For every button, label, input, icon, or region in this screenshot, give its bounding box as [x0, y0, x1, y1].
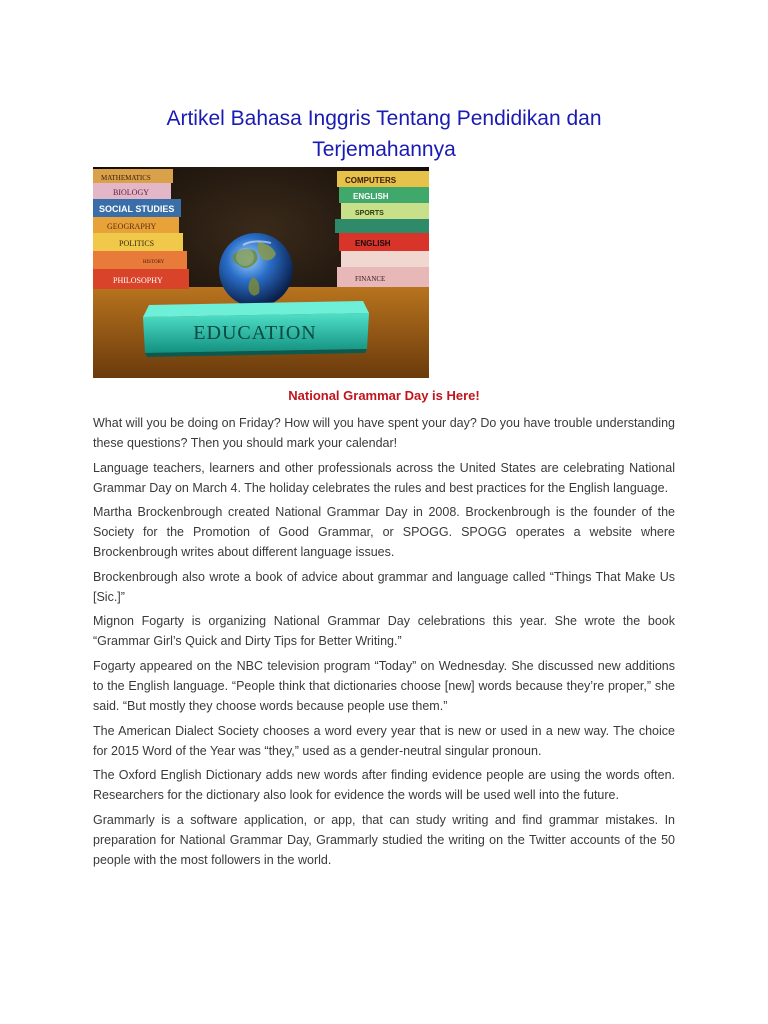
- paragraph: Martha Brockenbrough created National Grammar Day in 2008. Brockenbrough is the founder of the Society for the Promotion of Good Grammar, or SPOGG. SPOGG operates a website where Brockenbrough writes about different language issues.: [93, 505, 675, 560]
- education-book-label: EDUCATION: [193, 322, 317, 344]
- book-label: GEOGRAPHY: [107, 222, 157, 231]
- paragraph: The Oxford English Dictionary adds new words after finding evidence people are using the words often. Researchers for the dictionary also look for evidence the words will be used well into the future.: [93, 768, 675, 803]
- book-label: COMPUTERS: [345, 176, 397, 185]
- title-line-2: Terjemahannya: [312, 138, 456, 161]
- book-label: PHILOSOPHY: [113, 276, 163, 285]
- globe: [219, 233, 293, 307]
- book-label: MATHEMATICS: [101, 174, 151, 182]
- paragraph: What will you be doing on Friday? How will you have spent your day? Do you have trouble understanding these questions? Then you should mark your calendar!: [93, 416, 675, 450]
- book-label: SPORTS: [355, 210, 384, 217]
- book-label: ENGLISH: [353, 192, 389, 201]
- paragraph: Language teachers, learners and other professionals across the United States are celebrating National Grammar Day on March 4. The holiday celebrates the rules and best practices for the English language.: [93, 460, 675, 495]
- article-subheading: National Grammar Day is Here!: [288, 388, 480, 403]
- book-label: ENGLISH: [355, 239, 391, 248]
- right-book-stack: [335, 171, 429, 287]
- book-label: HISTORY: [143, 260, 165, 265]
- book-label: FINANCE: [355, 275, 386, 283]
- book-label: BIOLOGY: [113, 188, 149, 197]
- education-illustration: [93, 167, 429, 378]
- book-label: POLITICS: [119, 239, 155, 248]
- book-label: SOCIAL STUDIES: [99, 204, 175, 214]
- paragraph: Fogarty appeared on the NBC television program “Today” on Wednesday. She discussed new additions to the English language. “People think that dictionaries choose [new] words because they’re proper,” she said. “But mostly they choose words because people use them.”: [93, 658, 675, 713]
- paragraph: Grammarly is a software application, or app, that can study writing and find grammar mistakes. In preparation for National Grammar Day, Grammarly studied the writing on the Twitter accounts of the 50 people with the most followers in the world.: [93, 812, 675, 867]
- title-line-1: Artikel Bahasa Inggris Tentang Pendidikan dan: [166, 107, 602, 130]
- article-body: [93, 413, 675, 874]
- paragraph: The American Dialect Society chooses a word every year that is new or used in a new way. The choice for 2015 Word of the Year was “they,” used as a gender-neutral singular pronoun.: [93, 723, 675, 758]
- paragraph: Mignon Fogarty is organizing National Grammar Day celebrations this year. She wrote the book “Grammar Girl’s Quick and Dirty Tips for Better Writing.”: [93, 614, 675, 649]
- education-book: [143, 301, 369, 357]
- document-title: [93, 103, 675, 165]
- paragraph: Brockenbrough also wrote a book of advice about grammar and language called “Things That Make Us [Sic.]”: [93, 569, 675, 604]
